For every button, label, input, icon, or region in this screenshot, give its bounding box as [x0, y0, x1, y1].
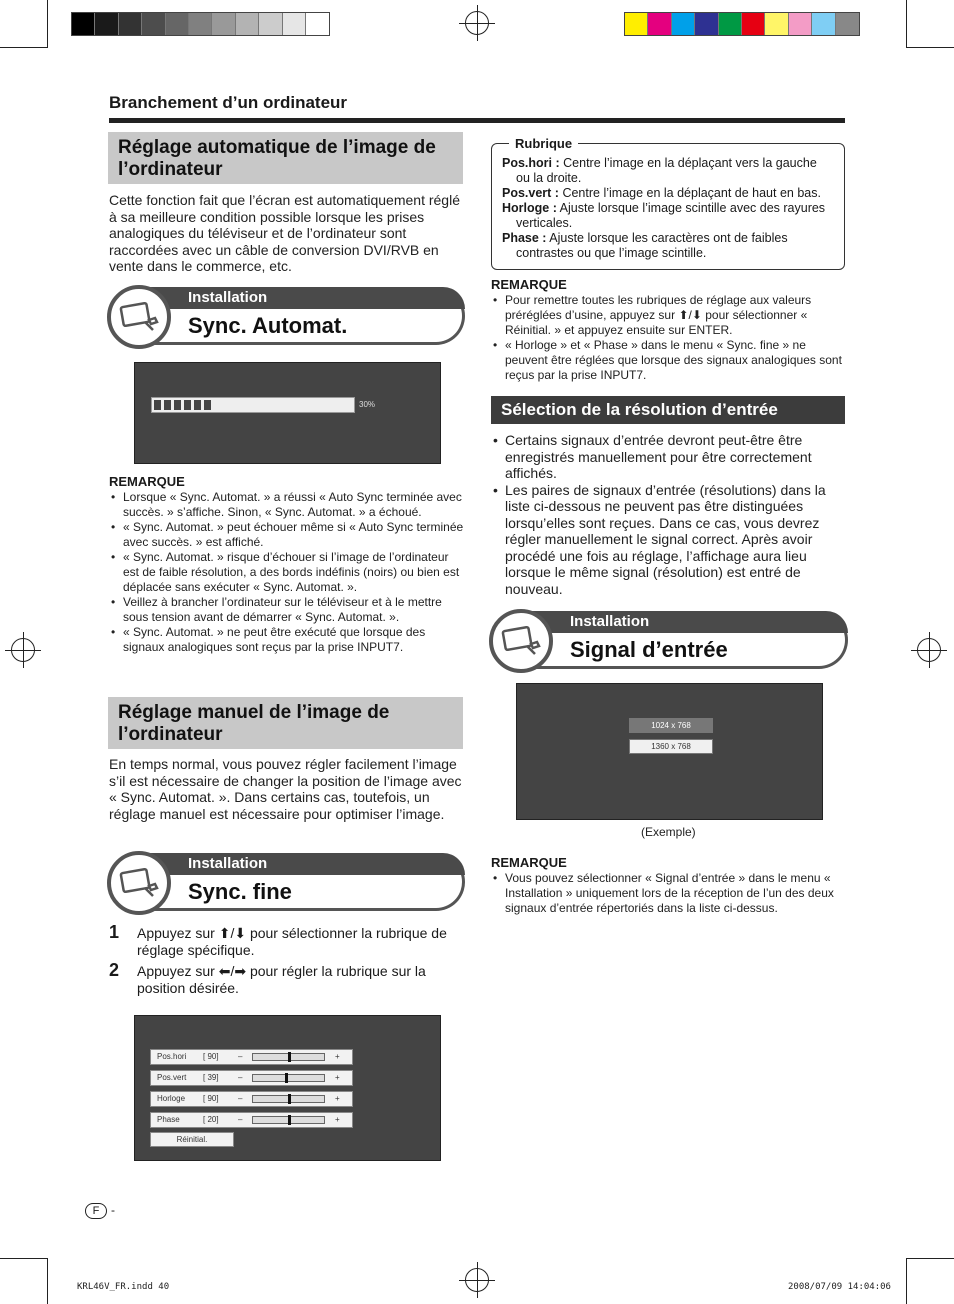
rubrique-item [502, 186, 834, 201]
rubrique-item [502, 156, 834, 186]
rubrique-term: Pos.hori : [502, 156, 560, 170]
rubrique-desc: Centre l’image en la déplaçant vers la gauche ou la droite. [516, 156, 817, 185]
grayscale-bar [71, 12, 330, 36]
rubrique-desc: Ajuste lorsque l’image scintille avec des rayures verticales. [516, 201, 826, 230]
color-swatch [306, 13, 329, 35]
remarque-item: • Pour remettre toutes les rubriques de réglage aux valeurs préréglées d’usine, appuyez sur ⬆/⬇ pour sélectionner « Réinitial. » et appuyez ensuite sur ENTER. [491, 293, 845, 338]
progress-fill [154, 400, 211, 410]
color-swatch [765, 13, 788, 35]
progress-segment [164, 400, 171, 410]
color-swatch [812, 13, 835, 35]
osd-slider[interactable] [252, 1074, 325, 1082]
remarque-item: • Veillez à brancher l’ordinateur sur le téléviseur et à le mettre sous tension avant de démarrer « Sync. Automat. ». [109, 595, 464, 625]
banner-title: Sync. Automat. [188, 313, 348, 338]
banner-title: Signal d’entrée [570, 637, 728, 662]
osd-value: [ 20] [203, 1115, 219, 1124]
remarque-item: • « Horloge » et « Phase » dans le menu « Sync. fine » ne peuvent être réglées que lorsque des signaux analogiques sont reçus par la prise INPUT7. [491, 338, 845, 383]
registration-mark [911, 632, 947, 668]
rubrique-term: Phase : [502, 231, 547, 245]
osd-slider[interactable] [252, 1053, 325, 1061]
osd-row-pos-hori[interactable] [150, 1049, 353, 1065]
color-swatch [648, 13, 671, 35]
resolution-item: • Certains signaux d’entrée devront peut-être être enregistrés manuellement pour être correctement affichés. [491, 432, 845, 482]
color-swatch [259, 13, 282, 35]
color-swatch [142, 13, 165, 35]
remarque-list-2 [491, 293, 845, 383]
remarque-heading-1: REMARQUE [109, 474, 185, 489]
header-rule [109, 118, 845, 123]
plus-icon: + [335, 1052, 340, 1061]
osd-value: [ 90] [203, 1094, 219, 1103]
color-swatch [625, 13, 648, 35]
rubrique-term: Horloge : [502, 201, 557, 215]
minus-icon: – [238, 1115, 243, 1124]
color-swatch [789, 13, 812, 35]
crop-mark [906, 47, 954, 48]
rubrique-label: Rubrique [509, 136, 578, 151]
plus-icon: + [335, 1115, 340, 1124]
color-swatch [283, 13, 306, 35]
osd-label: Pos.hori [157, 1052, 187, 1061]
osd-value: [ 39] [203, 1073, 219, 1082]
section-title-manual: Réglage manuel de l’image de l’ordinateur [108, 697, 463, 749]
page-header: Branchement d’un ordinateur [109, 93, 348, 112]
color-swatch [236, 13, 259, 35]
osd-row-phase[interactable] [150, 1112, 353, 1128]
section-body-auto: Cette fonction fait que l’écran est automatiquement réglé à sa meilleure condition possible lorsque les prises analogiques du téléviseur et de l’ordinateur sont raccordées avec un câble de conversion DVI/RVB en vente dans le commerce, etc. [109, 192, 460, 274]
step-text: Appuyez sur ⬆/⬇ pour sélectionner la rubrique de réglage spécifique. [137, 925, 447, 958]
section-body-manual: En temps normal, vous pouvez régler facilement l’image s’il est nécessaire de changer la position de l’image avec « Sync. Automat. ». Dans certains cas, toutefois, un réglage manuel est nécessaire pour optimiser l’image. [109, 756, 462, 822]
color-swatch [672, 13, 695, 35]
remarque-item: • « Sync. Automat. » peut échouer même si « Auto Sync terminée avec succès. » est affiché. [109, 520, 464, 550]
color-swatch [719, 13, 742, 35]
slider-knob[interactable] [288, 1115, 291, 1125]
osd-label: Phase [157, 1115, 180, 1124]
registration-mark [459, 5, 495, 41]
installation-banner-sync-auto [107, 285, 465, 349]
section-title-auto: Réglage automatique de l’image de l’ordinateur [108, 132, 463, 184]
crop-mark [0, 47, 48, 48]
color-swatch [166, 13, 189, 35]
banner-tab: Installation [132, 287, 465, 309]
rubrique-box [491, 143, 845, 270]
section-title-resolution: Sélection de la résolution d’entrée [491, 396, 845, 424]
page-dash: - [111, 1203, 115, 1217]
osd-row-horloge[interactable] [150, 1091, 353, 1107]
resolution-list [491, 432, 845, 597]
osd-slider[interactable] [252, 1116, 325, 1124]
resolution-option[interactable]: 1024 x 768 [629, 718, 713, 733]
minus-icon: – [238, 1073, 243, 1082]
remarque-list-1 [109, 490, 464, 655]
remarque-list-3 [491, 871, 845, 916]
registration-mark [5, 632, 41, 668]
crop-mark [47, 0, 48, 48]
color-swatch [836, 13, 859, 35]
file-slug: KRL46V_FR.indd 40 [77, 1282, 170, 1292]
remarque-item: • Lorsque « Sync. Automat. » a réussi « Auto Sync terminée avec succès. » s’affiche. Sinon, « Sync. Automat. » a échoué. [109, 490, 464, 520]
banner-title: Sync. fine [188, 879, 292, 904]
banner-tab: Installation [514, 611, 848, 633]
color-swatch [695, 13, 718, 35]
osd-value: [ 90] [203, 1052, 219, 1061]
sync-fine-screen [134, 1015, 441, 1161]
language-badge: F [85, 1203, 107, 1219]
slider-knob[interactable] [288, 1094, 291, 1104]
monitor-wrench-icon [107, 851, 171, 915]
remarque-item: • « Sync. Automat. » risque d’échouer si l’image de l’ordinateur est de faible résolution, a des bords indéfinis (noirs) ou bien est déplacée sans exécuter « Sync. Automat. ». [109, 550, 464, 595]
step-text: Appuyez sur ⬅/➡ pour régler la rubrique sur la position désirée. [137, 963, 426, 996]
progress-segment [204, 400, 211, 410]
color-swatch [742, 13, 765, 35]
signal-screen [516, 683, 823, 820]
osd-row-pos-vert[interactable] [150, 1070, 353, 1086]
slider-knob[interactable] [288, 1052, 291, 1062]
minus-icon: – [238, 1094, 243, 1103]
remarque-item: • Vous pouvez sélectionner « Signal d’entrée » dans le menu « Installation » uniquement lors de la réception de l’un des deux signaux d’entrée répertoriés dans la liste ci-dessus. [491, 871, 845, 916]
plus-icon: + [335, 1094, 340, 1103]
reset-button[interactable] [150, 1132, 234, 1147]
slider-knob[interactable] [285, 1073, 288, 1083]
rubrique-item [502, 201, 834, 231]
progress-label: 30% [359, 400, 376, 409]
progress-bar [151, 397, 355, 413]
minus-icon: – [238, 1052, 243, 1061]
progress-segment [154, 400, 161, 410]
example-caption: (Exemple) [641, 825, 696, 839]
color-swatch [189, 13, 212, 35]
color-swatch [72, 13, 95, 35]
plus-icon: + [335, 1073, 340, 1082]
crop-mark [906, 1258, 954, 1259]
color-swatch [212, 13, 235, 35]
crop-mark [47, 1258, 48, 1304]
progress-segment [174, 400, 181, 410]
sync-auto-screen [134, 362, 441, 464]
resolution-item: • Les paires de signaux d’entrée (résolutions) dans la liste ci-dessous ne peuvent pas être distinguées lorsqu’elles sont reçues. Dans ce cas, vous devrez régler manuellement le signal correct. Après avoir procédé une fois au réglage, l’affichage aura lieu lorsque le même signal (résolution) est entré de nouveau. [491, 482, 845, 598]
color-bar [624, 12, 860, 36]
step-number: 2 [109, 960, 120, 980]
registration-mark [459, 1262, 495, 1298]
resolution-option[interactable]: 1360 x 768 [629, 739, 713, 754]
progress-segment [184, 400, 191, 410]
crop-mark [0, 1258, 48, 1259]
color-swatch [119, 13, 142, 35]
rubrique-desc: Ajuste lorsque les caractères ont de faibles contrastes ou que l’image scintille. [516, 231, 788, 260]
crop-mark [906, 0, 907, 48]
date-slug: 2008/07/09 14:04:06 [788, 1282, 891, 1292]
rubrique-item [502, 231, 834, 261]
monitor-wrench-icon [489, 609, 553, 673]
osd-label: Horloge [157, 1094, 186, 1103]
monitor-wrench-icon [107, 285, 171, 349]
step-number: 1 [109, 922, 120, 942]
banner-tab: Installation [132, 853, 465, 875]
remarque-heading-2: REMARQUE [491, 277, 567, 292]
progress-segment [194, 400, 201, 410]
color-swatch [95, 13, 118, 35]
rubrique-desc: Centre l’image en la déplaçant de haut en bas. [562, 186, 821, 200]
osd-slider[interactable] [252, 1095, 325, 1103]
crop-mark [906, 1258, 907, 1304]
remarque-item: • « Sync. Automat. » ne peut être exécuté que lorsque des signaux analogiques sont reçus par la prise INPUT7. [109, 625, 464, 655]
remarque-heading-3: REMARQUE [491, 855, 567, 870]
reset-label: Réinitial. [176, 1135, 208, 1144]
rubrique-term: Pos.vert : [502, 186, 559, 200]
osd-label: Pos.vert [157, 1073, 187, 1082]
installation-banner-sync-fine [107, 851, 465, 915]
installation-banner-signal [489, 609, 848, 673]
